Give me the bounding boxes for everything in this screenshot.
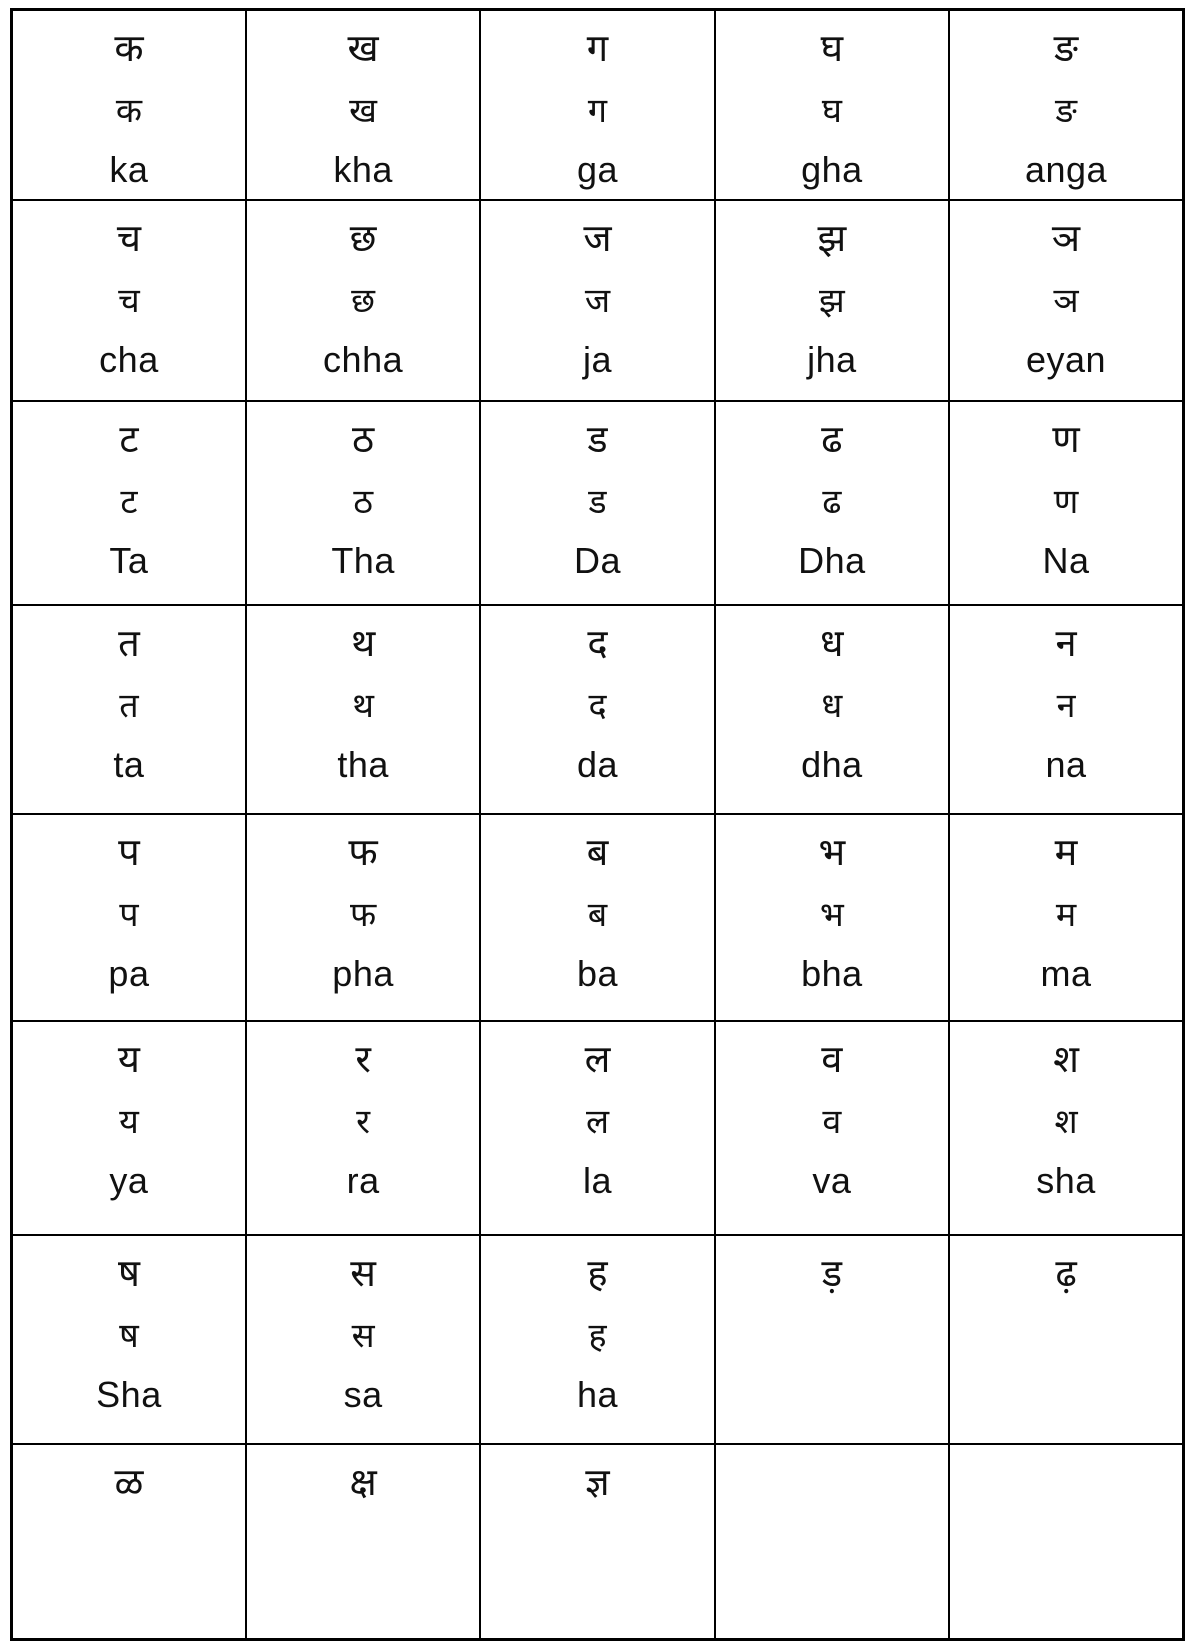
romanization-label: da [576, 744, 618, 785]
consonant-cell [715, 605, 949, 814]
devanagari-glyph-primary: च [116, 218, 142, 260]
devanagari-glyph-secondary: थ [352, 687, 374, 725]
romanization-label: jha [807, 339, 857, 380]
consonant-cell [480, 10, 714, 201]
romanization-label: Ta [109, 540, 149, 581]
romanization-label: tha [337, 744, 389, 785]
alphabet-worksheet-page [10, 8, 1185, 1641]
devanagari-glyph-primary: ठ [352, 419, 375, 461]
romanization-label: sha [1036, 1160, 1096, 1201]
devanagari-glyph-primary: ग [586, 28, 609, 70]
romanization-label: ja [582, 339, 612, 380]
romanization-label: Na [1042, 540, 1090, 581]
devanagari-glyph-secondary: श [1054, 1103, 1078, 1141]
devanagari-glyph-secondary: ब [587, 896, 608, 934]
romanization-label: pha [332, 953, 394, 994]
devanagari-glyph-secondary: ड [588, 483, 607, 521]
devanagari-glyph-primary: ध [820, 623, 844, 665]
devanagari-glyph-secondary [950, 1308, 1182, 1366]
romanization-label: ta [113, 744, 145, 785]
romanization-label [13, 1575, 245, 1633]
devanagari-glyph-primary: य [117, 1039, 140, 1081]
romanization-label: ba [576, 953, 618, 994]
devanagari-glyph-secondary [481, 1517, 713, 1575]
consonant-cell [12, 1235, 246, 1444]
consonant-cell [715, 200, 949, 401]
romanization-label [481, 1575, 713, 1633]
consonant-cell [480, 1021, 714, 1235]
table-row [12, 605, 1184, 814]
devanagari-glyph-secondary: त [119, 687, 139, 725]
devanagari-glyph-primary: ड [587, 419, 608, 461]
devanagari-glyph-primary: थ [350, 623, 376, 665]
consonant-cell [715, 401, 949, 605]
devanagari-glyph-secondary: व [822, 1103, 842, 1141]
devanagari-glyph-primary: ड़ [821, 1253, 843, 1295]
devanagari-glyph-secondary [247, 1517, 479, 1575]
devanagari-glyph-secondary: क [115, 92, 142, 130]
devanagari-glyph-secondary: ख [349, 92, 377, 130]
romanization-label: cha [99, 339, 159, 380]
consonant-cell [246, 1444, 480, 1639]
consonant-cell [246, 401, 480, 605]
devanagari-glyph-secondary: ङ [1055, 92, 1077, 130]
romanization-label: bha [801, 953, 863, 994]
devanagari-consonant-table [10, 8, 1185, 1641]
devanagari-glyph-secondary [716, 1517, 948, 1575]
romanization-label [247, 1575, 479, 1633]
devanagari-glyph-secondary: ज [584, 282, 611, 320]
devanagari-glyph-secondary: द [588, 687, 607, 725]
devanagari-glyph-secondary: ग [587, 92, 608, 130]
devanagari-glyph-secondary [13, 1517, 245, 1575]
table-row [12, 1235, 1184, 1444]
devanagari-glyph-primary [716, 1457, 948, 1517]
consonant-cell [12, 605, 246, 814]
consonant-cell [12, 1444, 246, 1639]
devanagari-glyph-secondary: स [351, 1317, 375, 1355]
devanagari-glyph-secondary: ढ [822, 483, 842, 521]
devanagari-glyph-primary: छ [349, 218, 377, 260]
devanagari-glyph-secondary: ल [585, 1103, 609, 1141]
romanization-label: dha [801, 744, 863, 785]
devanagari-glyph-secondary: ध [821, 687, 843, 725]
romanization-label: pa [108, 953, 150, 994]
consonant-cell [715, 1444, 949, 1639]
consonant-cell [246, 1235, 480, 1444]
romanization-label: ya [109, 1160, 149, 1201]
devanagari-glyph-secondary [716, 1308, 948, 1366]
devanagari-glyph-secondary: घ [821, 92, 842, 130]
consonant-cell [480, 401, 714, 605]
devanagari-glyph-primary: न [1055, 623, 1077, 665]
devanagari-glyph-primary: ण [1052, 419, 1080, 461]
consonant-cell [949, 401, 1183, 605]
consonant-cell [715, 1235, 949, 1444]
romanization-label: la [582, 1160, 612, 1201]
romanization-label: anga [1024, 149, 1108, 190]
romanization-label: ga [576, 149, 618, 190]
romanization-label: ka [109, 149, 149, 190]
devanagari-glyph-primary: ख [347, 28, 379, 70]
romanization-label: sa [343, 1374, 383, 1415]
romanization-label: chha [323, 339, 404, 380]
romanization-label: Sha [96, 1374, 162, 1415]
devanagari-glyph-secondary: न [1056, 687, 1076, 725]
consonant-cell [12, 814, 246, 1021]
consonant-cell [246, 10, 480, 201]
consonant-cell [246, 605, 480, 814]
devanagari-glyph-secondary [950, 1517, 1182, 1575]
consonant-cell [480, 605, 714, 814]
devanagari-glyph-secondary: च [118, 282, 140, 320]
romanization-label: na [1045, 744, 1087, 785]
devanagari-glyph-primary: ळ [114, 1462, 144, 1504]
consonant-cell [715, 814, 949, 1021]
devanagari-glyph-primary: झ [817, 218, 847, 260]
romanization-label: Dha [798, 540, 866, 581]
romanization-label: va [812, 1160, 852, 1201]
devanagari-glyph-primary: व [821, 1039, 843, 1081]
table-row [12, 814, 1184, 1021]
devanagari-glyph-primary: घ [820, 28, 844, 70]
devanagari-glyph-secondary: भ [819, 896, 844, 934]
devanagari-glyph-primary: प [118, 832, 140, 874]
devanagari-glyph-secondary: र [356, 1103, 371, 1141]
romanization-label [950, 1366, 1182, 1424]
table-row [12, 10, 1184, 201]
devanagari-glyph-primary: ञ [1051, 218, 1081, 260]
consonant-cell [12, 1021, 246, 1235]
devanagari-glyph-primary: ङ [1053, 28, 1079, 70]
romanization-label [716, 1366, 948, 1424]
devanagari-glyph-primary: क [114, 28, 144, 70]
devanagari-glyph-primary: भ [818, 832, 846, 874]
consonant-cell [949, 814, 1183, 1021]
romanization-label: eyan [1025, 339, 1107, 380]
table-row [12, 1444, 1184, 1639]
romanization-label: Da [573, 540, 621, 581]
consonant-cell [12, 10, 246, 201]
table-row [12, 1021, 1184, 1235]
devanagari-glyph-primary: ह [587, 1253, 608, 1295]
romanization-label: Tha [331, 540, 395, 581]
consonant-cell [949, 200, 1183, 401]
consonant-cell [949, 1235, 1183, 1444]
devanagari-glyph-secondary: फ [349, 896, 377, 934]
devanagari-glyph-primary: र [355, 1039, 371, 1081]
devanagari-glyph-primary: श [1053, 1039, 1079, 1081]
consonant-cell [246, 1021, 480, 1235]
consonant-cell [246, 200, 480, 401]
devanagari-glyph-secondary: ञ [1053, 282, 1079, 320]
devanagari-glyph-primary: ट [119, 419, 139, 461]
romanization-label: kha [333, 149, 393, 190]
consonant-cell [480, 1444, 714, 1639]
devanagari-glyph-primary: द [587, 623, 608, 665]
table-body [12, 10, 1184, 1640]
consonant-cell [715, 1021, 949, 1235]
devanagari-glyph-primary: फ [348, 832, 378, 874]
romanization-label: gha [801, 149, 863, 190]
consonant-cell [949, 1444, 1183, 1639]
devanagari-glyph-primary: ल [584, 1039, 611, 1081]
consonant-cell [480, 1235, 714, 1444]
devanagari-glyph-primary: ढ़ [1055, 1253, 1077, 1295]
romanization-label: ma [1040, 953, 1092, 994]
devanagari-glyph-secondary: ठ [353, 483, 373, 521]
devanagari-glyph-secondary: ट [120, 483, 138, 521]
devanagari-glyph-secondary: छ [351, 282, 375, 320]
consonant-cell [949, 10, 1183, 201]
devanagari-glyph-secondary: झ [819, 282, 845, 320]
devanagari-glyph-primary: ढ [821, 419, 843, 461]
devanagari-glyph-primary: ज [583, 218, 612, 260]
devanagari-glyph-secondary: ण [1053, 483, 1079, 521]
consonant-cell [12, 401, 246, 605]
devanagari-glyph-secondary: ष [119, 1317, 139, 1355]
table-row [12, 401, 1184, 605]
devanagari-glyph-secondary: म [1055, 896, 1077, 934]
romanization-label: ra [346, 1160, 380, 1201]
romanization-label: ha [576, 1374, 618, 1415]
devanagari-glyph-secondary: ह [588, 1317, 607, 1355]
devanagari-glyph-primary [950, 1457, 1182, 1517]
consonant-cell [480, 814, 714, 1021]
devanagari-glyph-primary: क्ष [349, 1462, 377, 1504]
devanagari-glyph-primary: स [350, 1253, 376, 1295]
consonant-cell [480, 200, 714, 401]
devanagari-glyph-secondary: प [119, 896, 139, 934]
table-row [12, 200, 1184, 401]
consonant-cell [12, 200, 246, 401]
romanization-label [716, 1575, 948, 1633]
devanagari-glyph-primary: त [118, 623, 140, 665]
devanagari-glyph-primary: ष [117, 1253, 140, 1295]
devanagari-glyph-primary: ज्ञ [585, 1462, 610, 1504]
devanagari-glyph-secondary: य [119, 1103, 139, 1141]
devanagari-glyph-primary: ब [586, 832, 609, 874]
consonant-cell [949, 1021, 1183, 1235]
consonant-cell [949, 605, 1183, 814]
consonant-cell [246, 814, 480, 1021]
consonant-cell [715, 10, 949, 201]
romanization-label [950, 1575, 1182, 1633]
devanagari-glyph-primary: म [1054, 832, 1078, 874]
